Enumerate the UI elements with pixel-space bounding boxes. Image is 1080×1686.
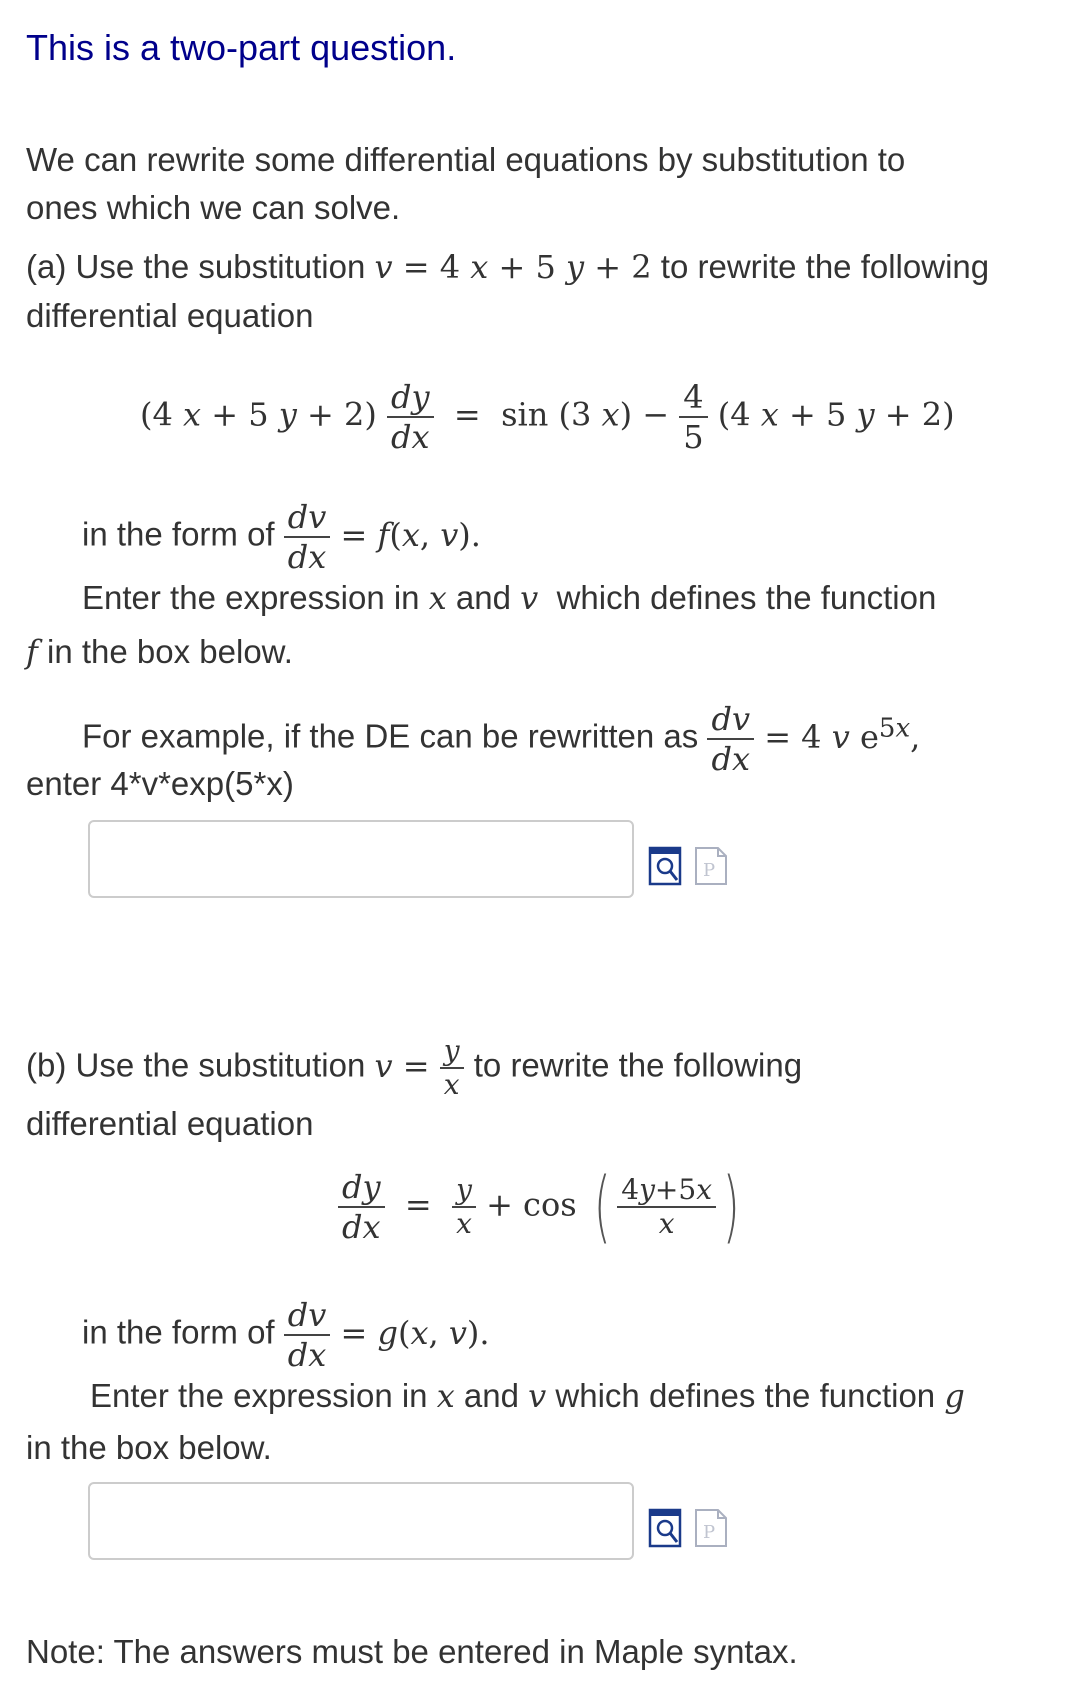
part-a-example: For example, if the DE can be rewritten as $\frac{dv}{dx}$ = 4 v $e^{5x}$,: [82, 700, 921, 778]
part-a-line-2: differential equation: [26, 297, 314, 334]
preview-icon[interactable]: [648, 844, 686, 888]
preview-icon[interactable]: [648, 1506, 686, 1550]
part-b-enter-line-1: Enter the expression in x and v which defines the function g: [90, 1377, 965, 1415]
part-b-suffix: to rewrite the following: [473, 1046, 803, 1084]
part-b-enter-text-c: which defines the function: [555, 1377, 936, 1414]
part-a-enter-line-2: f in the box below.: [26, 633, 293, 671]
answer-input-b[interactable]: [88, 1482, 634, 1560]
part-a-enter-text-b: and: [455, 579, 511, 616]
part-a-instruction: [26, 247, 989, 287]
maple-note: Note: The answers must be entered in Maple syntax.: [26, 1633, 798, 1670]
intro-line-2: ones which we can solve.: [26, 189, 401, 226]
part-a-equation: (4 x + 5 y + 2) $\frac{dy}{dx}$ = sin (3 x) − $\frac{4}{5}$ (4 x + 5 y + 2): [140, 378, 955, 456]
intro-line-1: We can rewrite some differential equations by substitution to: [26, 141, 906, 178]
part-a-enter-text-d: in the box below.: [47, 633, 293, 670]
part-b-line-2: differential equation: [26, 1105, 314, 1142]
part-a-form-prefix: in the form of: [82, 515, 275, 553]
part-b-form-prefix: in the form of: [82, 1313, 275, 1351]
part-b-enter-line-2: in the box below.: [26, 1429, 272, 1466]
maple-syntax-icon[interactable]: [692, 844, 730, 888]
part-b-instruction: (b) Use the substitution v = $\frac{y}{x}$ to rewrite the following: [26, 1034, 803, 1101]
part-b-equation: $\frac{dy}{dx}$ = $\frac{y}{x}$ + cos ( $\frac{4y+5x}{x}$ ): [338, 1168, 746, 1246]
part-a-enter-line-1: Enter the expression in x and v which defines the function: [82, 579, 937, 617]
part-b-enter-text-a: Enter the expression in: [90, 1377, 428, 1414]
part-a-form: in the form of $\frac{dv}{dx}$ = f(x, v).: [82, 498, 481, 576]
part-b-form: in the form of $\frac{dv}{dx}$ = g(x, v).: [82, 1296, 490, 1374]
answer-input-a[interactable]: [88, 820, 634, 898]
part-a-example-text: For example, if the DE can be rewritten as: [82, 717, 699, 755]
part-b-enter-text-b: and: [463, 1377, 519, 1414]
part-a-enter-text-c: which defines the function: [556, 579, 937, 616]
maple-syntax-icon[interactable]: [692, 1506, 730, 1550]
part-a-example-answer: enter 4*v*exp(5*x): [26, 765, 294, 802]
part-b-prefix: (b) Use the substitution: [26, 1046, 366, 1084]
svg-text:P: P: [703, 860, 716, 881]
part-a-enter-text-a: Enter the expression in: [82, 579, 420, 616]
part-a-prefix: (a) Use the substitution: [26, 248, 366, 285]
svg-text:P: P: [703, 1522, 716, 1543]
page-heading: This is a two-part question.: [26, 27, 457, 68]
part-a-suffix: to rewrite the following: [660, 248, 990, 285]
part-a-substitution: v = 4 x + 5 y + 2: [374, 248, 652, 286]
